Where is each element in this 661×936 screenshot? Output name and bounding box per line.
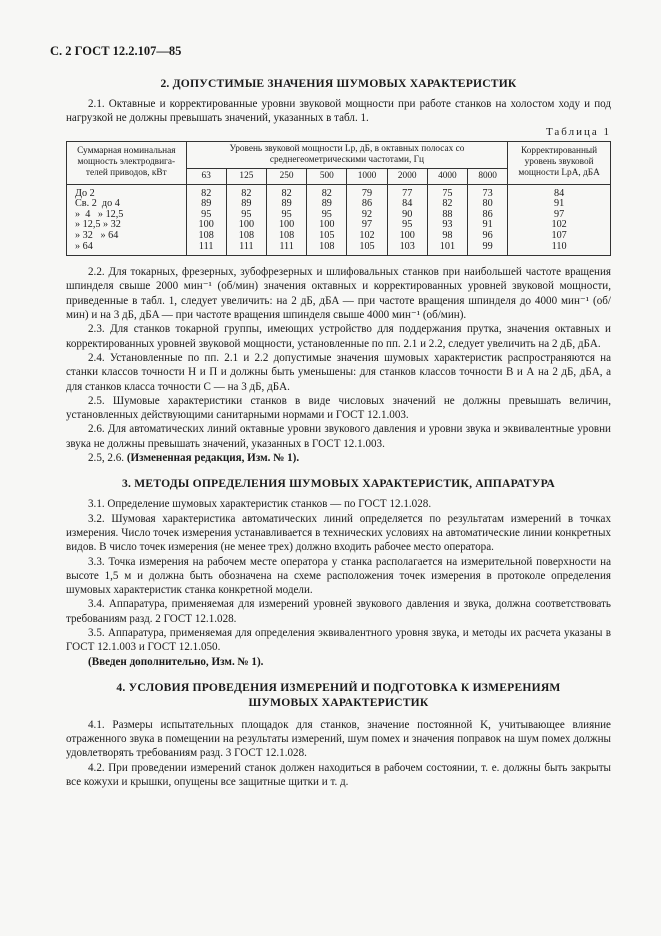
level-cell: 105 (307, 231, 347, 242)
level-cell: 101 (427, 242, 467, 256)
amendment-note-3: (Введен дополнительно, Изм. № 1). (88, 655, 264, 668)
level-cell: 77 (387, 184, 427, 199)
level-cell: 95 (387, 220, 427, 231)
corrected-cell: 91 (508, 199, 611, 210)
table-row (67, 231, 611, 242)
table-row (67, 242, 611, 256)
level-cell: 86 (468, 210, 508, 221)
level-cell: 108 (267, 231, 307, 242)
frequency-500: 500 (307, 168, 347, 184)
section-4-title-line1: 4. УСЛОВИЯ ПРОВЕДЕНИЯ ИЗМЕРЕНИЙ И ПОДГОТОВКА К ИЗМЕРЕНИЯМ (116, 680, 561, 694)
table-body (67, 184, 611, 256)
level-cell: 89 (186, 199, 226, 210)
level-cell: 91 (468, 220, 508, 231)
frequency-1000: 1000 (347, 168, 387, 184)
level-cell: 79 (347, 184, 387, 199)
level-cell: 108 (307, 242, 347, 256)
level-cell: 89 (226, 199, 266, 210)
level-cell: 97 (347, 220, 387, 231)
level-cell: 98 (427, 231, 467, 242)
paragraph-3-5: 3.5. Аппаратура, применяемая для определения эквивалентного уровня звука, и методы их расчета указаны в ГОСТ 12.1.003 и ГОСТ 12.1.050. (66, 626, 611, 654)
power-cell: » 12,5 » 32 (67, 220, 187, 231)
level-cell: 111 (267, 242, 307, 256)
section-3-title: 3. МЕТОДЫ ОПРЕДЕЛЕНИЯ ШУМОВЫХ ХАРАКТЕРИСТИК, АППАРАТУРА (122, 477, 555, 491)
level-cell: 102 (347, 231, 387, 242)
table-row (67, 184, 611, 199)
paragraph-3-2: 3.2. Шумовая характеристика автоматических линий определяется по результатам измерений в точках измерения. Число точек измерения устанавливается в технических условиях на автоматические линии конкретных видов. В число точек измерения (не менее трех) должно входить рабочее место оператора. (66, 512, 611, 554)
paragraph-2-1: 2.1. Октавные и корректированные уровни звуковой мощности при работе станков на холостом ходу и под нагрузкой не должны превышать значений, указанных в табл. 1. (66, 98, 611, 125)
level-cell: 73 (468, 184, 508, 199)
level-cell: 95 (186, 210, 226, 221)
level-cell: 95 (267, 210, 307, 221)
level-cell: 82 (186, 184, 226, 199)
level-cell: 100 (387, 231, 427, 242)
noise-table (66, 141, 611, 257)
note-text: (Измененная редакция, Изм. № 1). (126, 452, 300, 465)
level-cell: 80 (468, 199, 508, 210)
level-cell: 100 (226, 220, 266, 231)
paragraph-3-1: 3.1. Определение шумовых характеристик станков — по ГОСТ 12.1.028. (88, 498, 432, 511)
level-cell: 90 (387, 210, 427, 221)
power-cell: » 64 (67, 242, 187, 256)
paragraph-4-2: 4.2. При проведении измерений станок должен находиться в рабочем состоянии, т. е. должны быть закрыты все кожухи и крышки, опущены все защитные щитки и т. д. (66, 761, 611, 789)
corrected-cell: 97 (508, 210, 611, 221)
level-cell: 96 (468, 231, 508, 242)
section-4-title (66, 680, 611, 710)
level-cell: 84 (387, 199, 427, 210)
level-cell: 92 (347, 210, 387, 221)
level-cell: 100 (307, 220, 347, 231)
table-row (67, 220, 611, 231)
table-row (67, 210, 611, 221)
paragraph-2-2: 2.2. Для токарных, фрезерных, зубофрезерных и шлифовальных станков при наибольшей частоте вращения шпинделя свыше 2000 мин⁻¹ (об/мин) значения октавных и корректированных уровней звуковой мощности, приведенные в табл. 1, следует увеличить: на 2 дБ, дБA — при частоте вращения шпинделя до 4000 мин⁻¹ (об/мин) и на 3 дБ, дБA — при частоте вращения шпинделя свыше 4000 мин⁻¹ (об/мин). (66, 266, 611, 322)
corrected-cell: 110 (508, 242, 611, 256)
page-content (66, 76, 611, 789)
amendment-note-2 (66, 451, 611, 465)
level-cell: 75 (427, 184, 467, 199)
paragraph-3-3: 3.3. Точка измерения на рабочем месте оператора у станка располагается на измерительной поверхности на высоте 1,5 м и должна быть обозначена на схеме расположения точек измерения в протоколе определения шумовых характеристик станка конкретной модели. (66, 555, 611, 597)
note-prefix: 2.5, 2.6. (88, 452, 127, 465)
frequency-2000: 2000 (387, 168, 427, 184)
level-cell: 89 (267, 199, 307, 210)
level-cell: 89 (307, 199, 347, 210)
corrected-cell: 102 (508, 220, 611, 231)
level-cell: 108 (186, 231, 226, 242)
power-cell: » 4 » 12,5 (67, 210, 187, 221)
paragraph-4-1: 4.1. Размеры испытательных площадок для станков, значение постоянной K, учитывающее влияние отраженного звука в помещении на результаты измерений, шум помех и значения поправок на шум помех должны удовлетворять требованиям разд. 3 ГОСТ 12.1.028. (66, 718, 611, 760)
level-cell: 93 (427, 220, 467, 231)
paragraph-2-3: 2.3. Для станков токарной группы, имеющих устройство для поддержания прутка, значения октавных и корректированных уровней звуковой мощности, установленные по пп. 2.1 и 2.2, следует увеличить на 2 дБ, дБA. (66, 323, 611, 350)
header-power: Суммарная номинальная мощность электродвигателей приводов, кВт (67, 141, 187, 184)
header-corrected: Корректированный уровень звуковой мощности LpA, дБA (508, 141, 611, 184)
frequency-125: 125 (226, 168, 266, 184)
section-4-title-line2: ШУМОВЫХ ХАРАКТЕРИСТИК (248, 695, 429, 709)
level-cell: 82 (226, 184, 266, 199)
paragraph-2-4: 2.4. Установленные по пп. 2.1 и 2.2 допустимые значения шумовых характеристик распространяются на станки классов точности Н и П и должны быть уменьшены: для станков классов точности В и А на 2 дБ, дБA, а для станков класса точности С — на 3 дБ, дБA. (66, 351, 611, 393)
level-cell: 100 (267, 220, 307, 231)
power-cell: До 2 (67, 184, 187, 199)
page-header: С. 2 ГОСТ 12.2.107—85 (50, 44, 182, 58)
table-row (67, 199, 611, 210)
section-2-title: 2. ДОПУСТИМЫЕ ЗНАЧЕНИЯ ШУМОВЫХ ХАРАКТЕРИСТИК (160, 77, 517, 90)
level-cell: 95 (307, 210, 347, 221)
power-cell: » 32 » 64 (67, 231, 187, 242)
level-cell: 82 (427, 199, 467, 210)
level-cell: 108 (226, 231, 266, 242)
paragraph-3-4: 3.4. Аппаратура, применяемая для измерений уровней звукового давления и звука, должна соответствовать требованиям разд. 2 ГОСТ 12.1.028. (66, 598, 611, 625)
corrected-cell: 107 (508, 231, 611, 242)
power-cell: Св. 2 до 4 (67, 199, 187, 210)
level-cell: 111 (226, 242, 266, 256)
level-cell: 88 (427, 210, 467, 221)
frequency-250: 250 (267, 168, 307, 184)
level-cell: 82 (307, 184, 347, 199)
paragraph-2-5: 2.5. Шумовые характеристики станков в виде числовых значений не должны превышать величин, установленных действующими санитарными нормами и ГОСТ 12.1.003. (66, 394, 611, 422)
table-caption: Таблица 1 (545, 125, 611, 138)
corrected-cell: 84 (508, 184, 611, 199)
level-cell: 95 (226, 210, 266, 221)
frequency-8000: 8000 (468, 168, 508, 184)
header-level: Уровень звуковой мощности Lp, дБ, в октавных полосах со среднегеометрическими частотами, Гц (186, 141, 508, 168)
frequency-63: 63 (186, 168, 226, 184)
level-cell: 86 (347, 199, 387, 210)
level-cell: 103 (387, 242, 427, 256)
level-cell: 100 (186, 220, 226, 231)
frequency-4000: 4000 (427, 168, 467, 184)
paragraph-2-6: 2.6. Для автоматических линий октавные уровни звукового давления и уровни звука и эквивалентные уровни звука не должны превышать значений, указанных в ГОСТ 12.1.003. (66, 423, 611, 450)
level-cell: 99 (468, 242, 508, 256)
level-cell: 111 (186, 242, 226, 256)
level-cell: 82 (267, 184, 307, 199)
level-cell: 105 (347, 242, 387, 256)
